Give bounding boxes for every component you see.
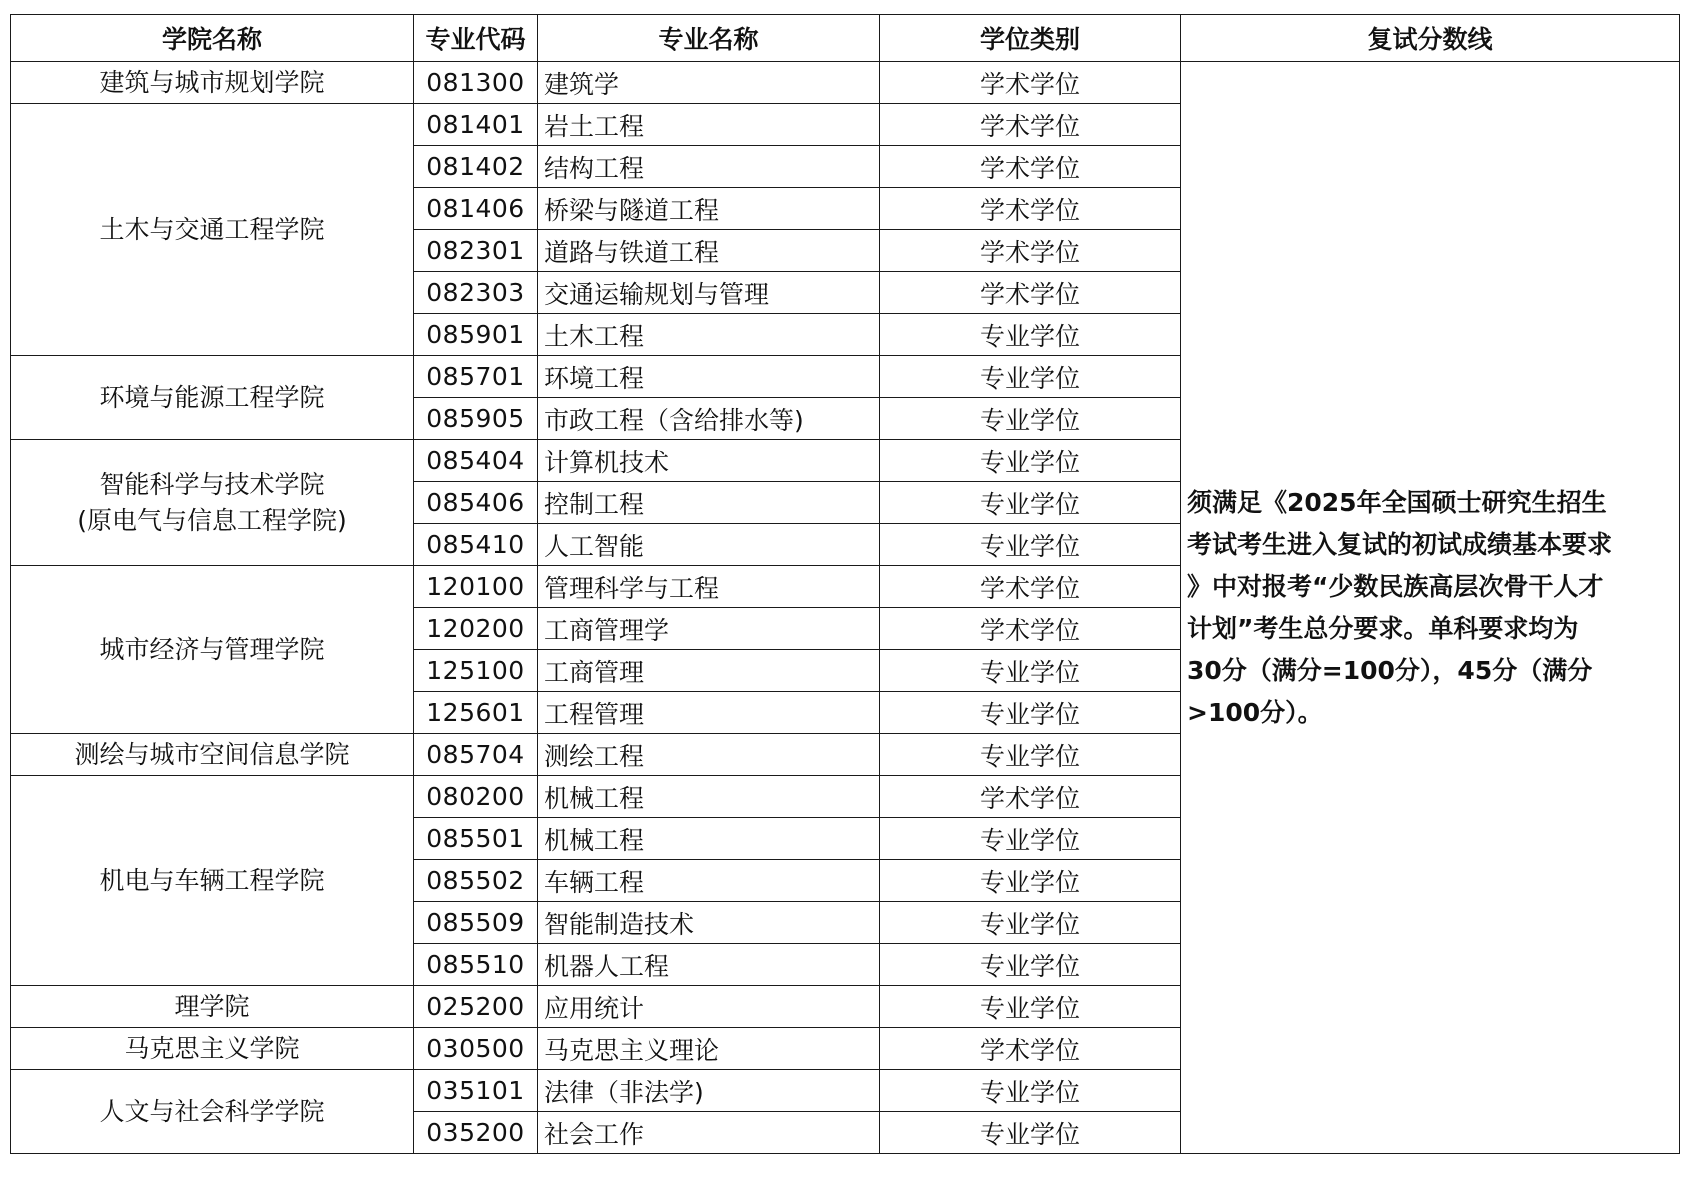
- degree-type-cell: 专业学位: [880, 524, 1181, 566]
- major-code-cell: 125601: [414, 692, 538, 734]
- degree-type-cell: 学术学位: [880, 62, 1181, 104]
- degree-type-cell: 学术学位: [880, 230, 1181, 272]
- major-code-cell: 025200: [414, 986, 538, 1028]
- degree-type-cell: 专业学位: [880, 734, 1181, 776]
- college-name-line: 土木与交通工程学院: [99, 214, 325, 244]
- major-code-cell: 085701: [414, 356, 538, 398]
- score-requirement-line: 计划”考生总分要求。单科要求均为: [1187, 613, 1579, 643]
- college-name-line: 理学院: [174, 991, 250, 1021]
- degree-type-cell: 专业学位: [880, 356, 1181, 398]
- college-name-cell: [11, 1028, 414, 1070]
- degree-type-cell: 专业学位: [880, 944, 1181, 986]
- college-name-line: 马克思主义学院: [124, 1033, 300, 1063]
- major-code-cell: 085509: [414, 902, 538, 944]
- major-code-cell: 085901: [414, 314, 538, 356]
- degree-type-cell: 学术学位: [880, 566, 1181, 608]
- degree-type-cell: 专业学位: [880, 1112, 1181, 1154]
- major-code-cell: 035200: [414, 1112, 538, 1154]
- college-name-cell: [11, 62, 414, 104]
- major-code-cell: 030500: [414, 1028, 538, 1070]
- major-code-cell: 080200: [414, 776, 538, 818]
- major-code-cell: 085406: [414, 482, 538, 524]
- college-name-line: 智能科学与技术学院: [99, 469, 325, 499]
- major-code-cell: 081300: [414, 62, 538, 104]
- degree-type-cell: 专业学位: [880, 440, 1181, 482]
- major-name-cell: 智能制造技术: [538, 902, 880, 944]
- score-requirement-line: 30分（满分=100分），45分（满分: [1187, 655, 1593, 685]
- score-requirement-cell: [1181, 62, 1680, 1154]
- major-code-cell: 082301: [414, 230, 538, 272]
- degree-type-cell: 专业学位: [880, 986, 1181, 1028]
- major-code-cell: 125100: [414, 650, 538, 692]
- college-name-line: 机电与车辆工程学院: [99, 865, 325, 895]
- score-line-table: [10, 14, 1680, 1154]
- major-name-cell: 人工智能: [538, 524, 880, 566]
- college-name-cell: [11, 1070, 414, 1154]
- major-name-cell: 工商管理: [538, 650, 880, 692]
- major-name-cell: 社会工作: [538, 1112, 880, 1154]
- major-code-cell: 085502: [414, 860, 538, 902]
- table-header-row: [11, 15, 1680, 62]
- major-name-cell: 机器人工程: [538, 944, 880, 986]
- major-code-cell: 081406: [414, 188, 538, 230]
- major-name-cell: 机械工程: [538, 818, 880, 860]
- degree-type-cell: 专业学位: [880, 902, 1181, 944]
- major-code-cell: 085704: [414, 734, 538, 776]
- table-row: [11, 62, 1680, 104]
- college-name-cell: [11, 986, 414, 1028]
- major-name-cell: 土木工程: [538, 314, 880, 356]
- degree-type-cell: 专业学位: [880, 818, 1181, 860]
- major-name-cell: 桥梁与隧道工程: [538, 188, 880, 230]
- header-major: 专业名称: [538, 15, 880, 62]
- major-code-cell: 035101: [414, 1070, 538, 1112]
- major-name-cell: 交通运输规划与管理: [538, 272, 880, 314]
- major-code-cell: 085501: [414, 818, 538, 860]
- degree-type-cell: 学术学位: [880, 608, 1181, 650]
- major-code-cell: 085905: [414, 398, 538, 440]
- score-requirement-line: 考试考生进入复试的初试成绩基本要求: [1187, 529, 1613, 559]
- major-code-cell: 085510: [414, 944, 538, 986]
- college-name-line: 测绘与城市空间信息学院: [74, 739, 350, 769]
- degree-type-cell: 学术学位: [880, 272, 1181, 314]
- college-name-cell: [11, 776, 414, 986]
- major-code-cell: 120200: [414, 608, 538, 650]
- college-name-line: 环境与能源工程学院: [99, 382, 325, 412]
- degree-type-cell: 专业学位: [880, 650, 1181, 692]
- degree-type-cell: 学术学位: [880, 1028, 1181, 1070]
- degree-type-cell: 专业学位: [880, 398, 1181, 440]
- major-code-cell: 085404: [414, 440, 538, 482]
- college-name-cell: [11, 356, 414, 440]
- major-name-cell: 马克思主义理论: [538, 1028, 880, 1070]
- major-code-cell: 082303: [414, 272, 538, 314]
- major-name-cell: 管理科学与工程: [538, 566, 880, 608]
- college-name-cell: [11, 734, 414, 776]
- college-former-name-line: (原电气与信息工程学院): [77, 505, 347, 535]
- header-score: 复试分数线: [1181, 15, 1680, 62]
- major-code-cell: 081402: [414, 146, 538, 188]
- header-degree: 学位类别: [880, 15, 1181, 62]
- header-code: 专业代码: [414, 15, 538, 62]
- degree-type-cell: 专业学位: [880, 1070, 1181, 1112]
- degree-type-cell: 学术学位: [880, 776, 1181, 818]
- major-name-cell: 岩土工程: [538, 104, 880, 146]
- college-name-line: 城市经济与管理学院: [99, 634, 325, 664]
- major-name-cell: 建筑学: [538, 62, 880, 104]
- college-name-line: 人文与社会科学学院: [99, 1096, 325, 1126]
- degree-type-cell: 专业学位: [880, 692, 1181, 734]
- major-name-cell: 环境工程: [538, 356, 880, 398]
- major-code-cell: 120100: [414, 566, 538, 608]
- major-code-cell: 085410: [414, 524, 538, 566]
- major-name-cell: 控制工程: [538, 482, 880, 524]
- degree-type-cell: 学术学位: [880, 146, 1181, 188]
- major-name-cell: 道路与铁道工程: [538, 230, 880, 272]
- college-name-cell: [11, 440, 414, 566]
- major-name-cell: 工商管理学: [538, 608, 880, 650]
- degree-type-cell: 学术学位: [880, 104, 1181, 146]
- degree-type-cell: 专业学位: [880, 860, 1181, 902]
- score-requirement-line: 须满足《2025年全国硕士研究生招生: [1187, 487, 1607, 517]
- college-name-cell: [11, 104, 414, 356]
- degree-type-cell: 专业学位: [880, 314, 1181, 356]
- major-name-cell: 工程管理: [538, 692, 880, 734]
- college-name-cell: [11, 566, 414, 734]
- major-name-cell: 计算机技术: [538, 440, 880, 482]
- major-name-cell: 车辆工程: [538, 860, 880, 902]
- major-name-cell: 机械工程: [538, 776, 880, 818]
- score-requirement-line: >100分）。: [1187, 697, 1323, 727]
- major-name-cell: 应用统计: [538, 986, 880, 1028]
- header-college: 学院名称: [11, 15, 414, 62]
- major-name-cell: 市政工程（含给排水等): [538, 398, 880, 440]
- major-name-cell: 法律（非法学): [538, 1070, 880, 1112]
- degree-type-cell: 学术学位: [880, 188, 1181, 230]
- major-name-cell: 结构工程: [538, 146, 880, 188]
- degree-type-cell: 专业学位: [880, 482, 1181, 524]
- major-code-cell: 081401: [414, 104, 538, 146]
- major-name-cell: 测绘工程: [538, 734, 880, 776]
- college-name-line: 建筑与城市规划学院: [99, 67, 325, 97]
- score-requirement-line: 》中对报考“少数民族高层次骨干人才: [1187, 571, 1604, 601]
